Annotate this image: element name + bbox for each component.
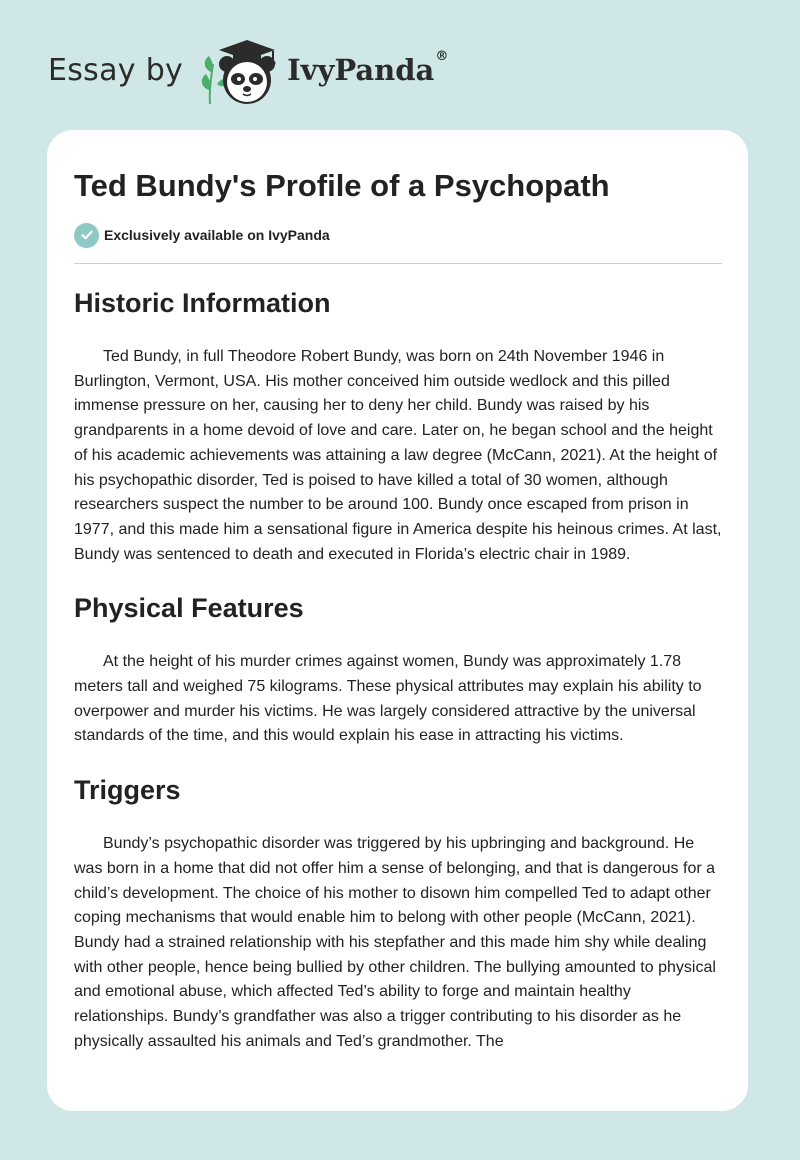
- section-historic-information: [74, 286, 722, 567]
- check-icon: [74, 223, 99, 248]
- essay-card: [47, 130, 748, 1111]
- badge-label: Exclusively available on IvyPanda: [104, 227, 330, 243]
- registered-mark: ®: [435, 49, 449, 64]
- page-title: Ted Bundy's Profile of a Psychopath: [74, 168, 610, 203]
- section-heading: Historic Information: [74, 288, 331, 318]
- section-paragraph: At the height of his murder crimes against women, Bundy was approximately 1.78 meters tall and weighed 75 kilograms. These physical attributes may explain his ability to overpower and murder his victims. He was largely considered attractive by the universal standards of the time, and this would explain his ease in attracting his victims.: [74, 653, 702, 745]
- brand-prefix: Essay by: [48, 52, 184, 88]
- section-triggers: [74, 773, 722, 1054]
- section-paragraph: Ted Bundy, in full Theodore Robert Bundy, was born on 24th November 1946 in Burlington, Vermont, USA. His mother conceived him outside wedlock and this pilled immense pressure on her, causing her to deny her child. Bundy was raised by his grandparents in a home devoid of love and care. Later on, he began school and the height of his academic achievements was attaining a law degree (McCann, 2021). At the height of his psychopathic disorder, Ted is poised to have killed a total of 30 women, although researchers suspect the number to be around 100. Bundy once escaped from prison in 1977, and this made him a sensational figure in America despite his heinous crimes. At last, Bundy was sentenced to death and executed in Florida’s electric chair in 1989.: [74, 348, 722, 563]
- brand-header: [48, 32, 448, 108]
- exclusive-badge: [74, 222, 722, 248]
- divider: [74, 263, 722, 264]
- brand-name-text: IvyPanda: [287, 53, 435, 87]
- brand-name[interactable]: [287, 49, 449, 87]
- section-heading: Physical Features: [74, 593, 304, 624]
- section-physical-features: [74, 591, 722, 749]
- section-heading: Triggers: [74, 775, 181, 806]
- section-paragraph: Bundy’s psychopathic disorder was triggered by his upbringing and background. He was born in a home that did not offer him a sense of belonging, and that is dangerous for a child’s development. The choice of his mother to disown him compelled Ted to adapt other coping mechanisms that would enable him to belong with other people (McCann, 2021). Bundy had a strained relationship with his stepfather and this made him shy while dealing with other people, hence being bullied by other children. The bullying amounted to physical and emotional abuse, which affected Ted’s ability to forge and maintain healthy relationships. Bundy’s grandfather was also a trigger contributing to his disorder as he physically assaulted his animals and Ted’s grandmother. The: [74, 835, 716, 1050]
- ivypanda-logo-icon[interactable]: [197, 32, 287, 108]
